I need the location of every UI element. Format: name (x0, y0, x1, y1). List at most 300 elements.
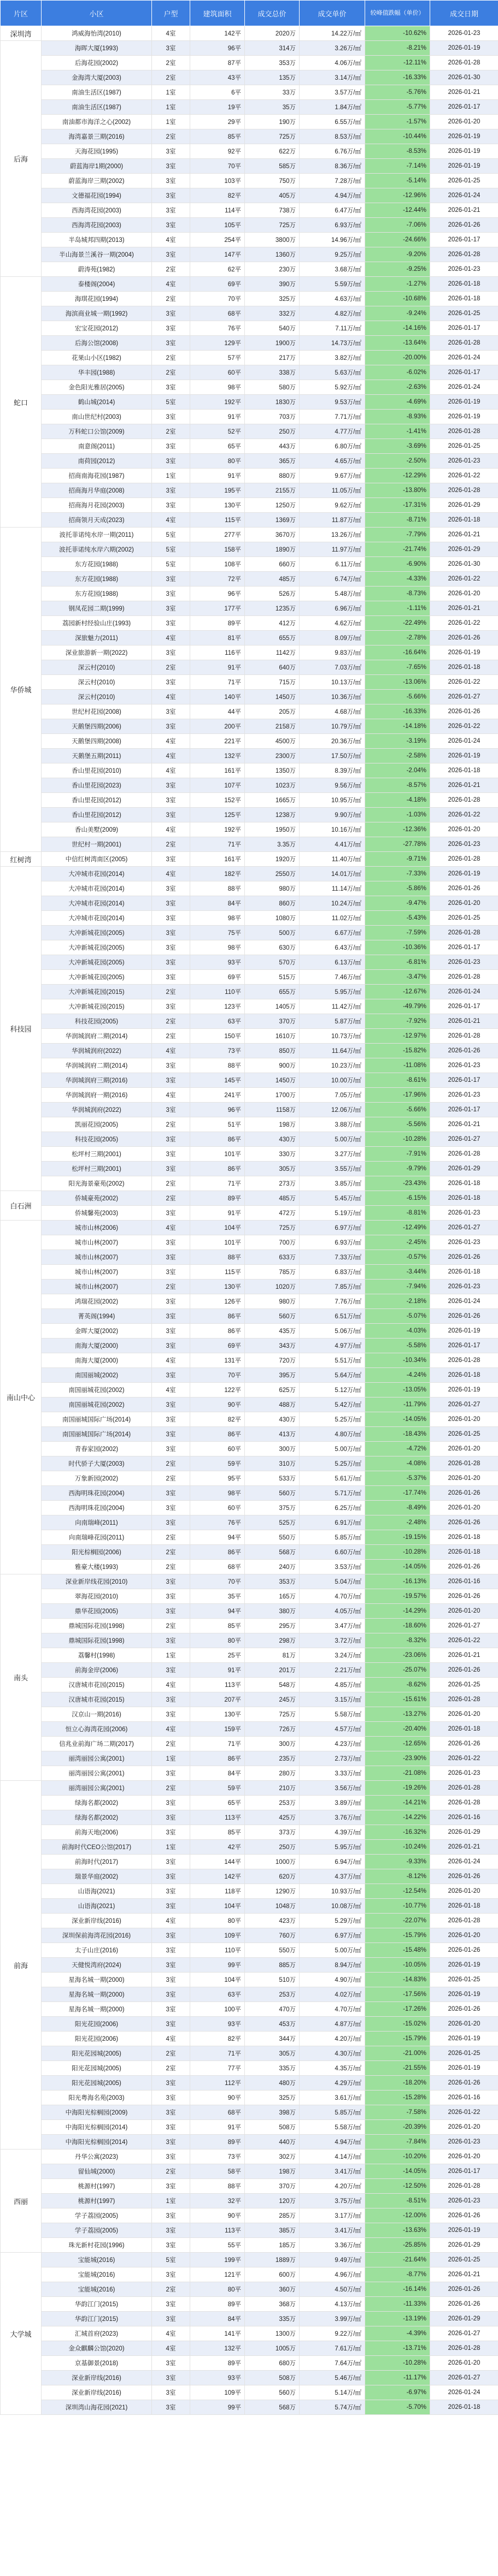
unit-price-cell: 3.85万/㎡ (300, 1176, 365, 1191)
table-row[interactable] (1, 2194, 498, 2208)
community-cell: 汇城首府(2023) (42, 2326, 152, 2341)
table-row[interactable] (1, 1766, 498, 1781)
table-row[interactable] (1, 852, 498, 867)
table-row[interactable] (1, 1633, 498, 1648)
date-cell: 2026-01-27 (430, 1619, 498, 1633)
unit-price-cell: 5.14万/㎡ (300, 2385, 365, 2400)
table-row[interactable] (1, 1560, 498, 1574)
date-cell: 2026-01-26 (430, 2297, 498, 2312)
size-cell: 96平 (190, 587, 245, 601)
table-row[interactable] (1, 528, 498, 542)
table-row[interactable] (1, 2326, 498, 2341)
table-row[interactable] (1, 646, 498, 660)
total-price-cell: 435万 (245, 1324, 300, 1339)
community-cell: 蔚蓝海岸1期(2000) (42, 159, 152, 174)
community-cell: 文德福花园(1994) (42, 188, 152, 203)
unit-price-cell: 4.94万/㎡ (300, 188, 365, 203)
total-price-cell: 1238万 (245, 808, 300, 822)
table-row[interactable] (1, 1044, 498, 1058)
date-cell: 2026-01-19 (430, 1958, 498, 1973)
unit-price-cell: 6.74万/㎡ (300, 572, 365, 587)
header-unit-price[interactable]: 成交单价 (300, 1, 365, 26)
table-row[interactable] (1, 1825, 498, 1840)
table-row[interactable] (1, 1397, 498, 1412)
table-row[interactable] (1, 1781, 498, 1796)
table-row[interactable] (1, 763, 498, 778)
size-cell: 42平 (190, 1840, 245, 1855)
unit-price-cell: 4.87万/㎡ (300, 2017, 365, 2032)
layout-cell: 2室 (152, 351, 190, 365)
table-row[interactable] (1, 1604, 498, 1619)
table-row[interactable] (1, 1987, 498, 2002)
drop-cell: -11.17% (365, 2371, 430, 2385)
table-row[interactable] (1, 2002, 498, 2017)
total-price-cell: 305万 (245, 1162, 300, 1176)
table-row[interactable] (1, 188, 498, 203)
table-row[interactable] (1, 1515, 498, 1530)
table-row[interactable] (1, 2091, 498, 2105)
table-row[interactable] (1, 1442, 498, 1456)
table-row[interactable] (1, 690, 498, 704)
table-row[interactable] (1, 999, 498, 1014)
header-size[interactable]: 建筑面积 (190, 1, 245, 26)
total-price-cell: 425万 (245, 1810, 300, 1825)
layout-cell: 3室 (152, 2017, 190, 2032)
date-cell: 2026-01-25 (430, 1678, 498, 1692)
community-cell: 华丰园(1988) (42, 365, 152, 380)
table-row[interactable] (1, 1103, 498, 1117)
table-row[interactable] (1, 601, 498, 616)
layout-cell: 3室 (152, 2002, 190, 2017)
table-row[interactable] (1, 1530, 498, 1545)
table-row[interactable] (1, 351, 498, 365)
table-row[interactable] (1, 1663, 498, 1678)
table-row[interactable] (1, 2297, 498, 2312)
table-row[interactable] (1, 395, 498, 410)
community-cell: 时代骄子大厦(2003) (42, 1456, 152, 1471)
table-row[interactable] (1, 1884, 498, 1899)
table-row[interactable] (1, 660, 498, 675)
unit-price-cell: 8.36万/㎡ (300, 159, 365, 174)
table-row[interactable] (1, 970, 498, 985)
table-row[interactable] (1, 1014, 498, 1029)
table-row[interactable] (1, 557, 498, 572)
table-row[interactable] (1, 159, 498, 174)
layout-cell: 4室 (152, 734, 190, 749)
layout-cell: 2室 (152, 1781, 190, 1796)
table-row[interactable] (1, 1751, 498, 1766)
table-row[interactable] (1, 1058, 498, 1073)
unit-price-cell: 4.90万/㎡ (300, 1973, 365, 1987)
table-row[interactable] (1, 1339, 498, 1353)
total-price-cell: 430万 (245, 1412, 300, 1427)
table-row[interactable] (1, 1250, 498, 1265)
layout-cell: 3室 (152, 1943, 190, 1958)
table-row[interactable] (1, 56, 498, 70)
drop-cell: -10.68% (365, 292, 430, 306)
table-row[interactable] (1, 1619, 498, 1633)
layout-cell: 2室 (152, 2046, 190, 2061)
table-row[interactable] (1, 985, 498, 999)
date-cell: 2026-01-25 (430, 2046, 498, 2061)
header-total-price[interactable]: 成交总价 (245, 1, 300, 26)
table-row[interactable] (1, 1073, 498, 1088)
total-price-cell: 1290万 (245, 1884, 300, 1899)
table-row[interactable] (1, 778, 498, 793)
date-cell: 2026-01-23 (430, 1766, 498, 1781)
table-row[interactable] (1, 2061, 498, 2076)
size-cell: 82平 (190, 1412, 245, 1427)
table-row[interactable] (1, 867, 498, 881)
table-row[interactable] (1, 1412, 498, 1427)
unit-price-cell: 20.36万/㎡ (300, 734, 365, 749)
table-row[interactable] (1, 2341, 498, 2356)
table-row[interactable] (1, 380, 498, 395)
date-cell: 2026-01-28 (430, 247, 498, 262)
table-row[interactable] (1, 2371, 498, 2385)
total-price-cell: 880万 (245, 469, 300, 483)
table-row[interactable] (1, 2282, 498, 2297)
drop-cell: -5.86% (365, 881, 430, 896)
area-cell: 红树湾 (1, 852, 42, 867)
date-cell: 2026-01-21 (430, 1014, 498, 1029)
table-row[interactable] (1, 940, 498, 955)
table-row[interactable] (1, 70, 498, 85)
table-row[interactable] (1, 1648, 498, 1663)
community-cell: 阳光海景豪苑(2002) (42, 1176, 152, 1191)
table-row[interactable] (1, 793, 498, 808)
table-row[interactable] (1, 587, 498, 601)
table-row[interactable] (1, 277, 498, 292)
table-row[interactable] (1, 1368, 498, 1383)
drop-cell: -4.03% (365, 1324, 430, 1339)
unit-price-cell: 6.94万/㎡ (300, 1855, 365, 1869)
table-row[interactable] (1, 675, 498, 690)
community-cell: 深业旅游新一期(2022) (42, 646, 152, 660)
date-cell: 2026-01-21 (430, 1840, 498, 1855)
table-row[interactable] (1, 2223, 498, 2238)
table-row[interactable] (1, 2105, 498, 2120)
table-row[interactable] (1, 1280, 498, 1294)
header-date[interactable]: 成交日期 (430, 1, 498, 26)
drop-cell: -14.05% (365, 2164, 430, 2179)
layout-cell: 3室 (152, 911, 190, 926)
layout-cell: 4室 (152, 631, 190, 646)
table-row[interactable] (1, 410, 498, 424)
layout-cell: 1室 (152, 1840, 190, 1855)
layout-cell: 3室 (152, 1958, 190, 1973)
table-row[interactable] (1, 2385, 498, 2400)
date-cell: 2026-01-18 (430, 763, 498, 778)
table-row[interactable] (1, 1899, 498, 1914)
table-row[interactable] (1, 2046, 498, 2061)
header-area[interactable]: 片区 (1, 1, 42, 26)
table-row[interactable] (1, 1545, 498, 1560)
table-row[interactable] (1, 483, 498, 498)
table-row[interactable] (1, 2208, 498, 2223)
table-row[interactable] (1, 1088, 498, 1103)
size-cell: 82平 (190, 188, 245, 203)
table-row[interactable] (1, 1456, 498, 1471)
table-row[interactable] (1, 203, 498, 218)
unit-price-cell: 10.23万/㎡ (300, 1058, 365, 1073)
total-price-cell: 850万 (245, 1044, 300, 1058)
community-cell: 西海湾花园(2003) (42, 218, 152, 233)
header-community[interactable]: 小区 (42, 1, 152, 26)
table-row[interactable] (1, 247, 498, 262)
table-row[interactable] (1, 734, 498, 749)
table-row[interactable] (1, 1206, 498, 1221)
layout-cell: 3室 (152, 159, 190, 174)
size-cell: 118平 (190, 1884, 245, 1899)
table-row[interactable] (1, 1855, 498, 1869)
drop-cell: -19.57% (365, 1589, 430, 1604)
table-row[interactable] (1, 542, 498, 557)
table-row[interactable] (1, 1324, 498, 1339)
table-row[interactable] (1, 822, 498, 837)
table-row[interactable] (1, 1147, 498, 1162)
table-row[interactable] (1, 1191, 498, 1206)
table-row[interactable] (1, 513, 498, 528)
community-cell: 瑞景华庭(2002) (42, 1869, 152, 1884)
table-row[interactable] (1, 631, 498, 646)
table-row[interactable] (1, 1486, 498, 1501)
table-row[interactable] (1, 837, 498, 852)
unit-price-cell: 6.93万/㎡ (300, 218, 365, 233)
table-row[interactable] (1, 911, 498, 926)
table-row[interactable] (1, 704, 498, 719)
table-row[interactable] (1, 498, 498, 513)
table-row[interactable] (1, 306, 498, 321)
table-row[interactable] (1, 926, 498, 940)
unit-price-cell: 3.99万/㎡ (300, 2312, 365, 2326)
table-row[interactable] (1, 1221, 498, 1235)
drop-cell: -17.31% (365, 498, 430, 513)
table-row[interactable] (1, 2017, 498, 2032)
layout-cell: 3室 (152, 203, 190, 218)
total-price-cell: 3800万 (245, 233, 300, 247)
table-row[interactable] (1, 424, 498, 439)
size-cell: 158平 (190, 542, 245, 557)
table-row[interactable] (1, 41, 498, 56)
table-row[interactable] (1, 881, 498, 896)
drop-cell: -8.77% (365, 2267, 430, 2282)
table-row[interactable] (1, 174, 498, 188)
table-row[interactable] (1, 1029, 498, 1044)
size-cell: 104平 (190, 1973, 245, 1987)
size-cell: 86平 (190, 1324, 245, 1339)
table-row[interactable] (1, 808, 498, 822)
table-row[interactable] (1, 1928, 498, 1943)
table-row[interactable] (1, 2267, 498, 2282)
header-layout[interactable]: 户型 (152, 1, 190, 26)
table-row[interactable] (1, 1722, 498, 1737)
table-row[interactable] (1, 365, 498, 380)
drop-cell: -5.43% (365, 911, 430, 926)
table-row[interactable] (1, 1117, 498, 1132)
layout-cell: 1室 (152, 100, 190, 115)
table-row[interactable] (1, 218, 498, 233)
table-row[interactable] (1, 1162, 498, 1176)
date-cell: 2026-01-25 (430, 306, 498, 321)
table-row[interactable] (1, 2032, 498, 2046)
layout-cell: 3室 (152, 955, 190, 970)
table-row[interactable] (1, 1427, 498, 1442)
layout-cell: 4室 (152, 690, 190, 704)
table-row[interactable] (1, 719, 498, 734)
table-row[interactable] (1, 1840, 498, 1855)
table-row[interactable] (1, 26, 498, 41)
table-row[interactable] (1, 1943, 498, 1958)
drop-cell: -8.49% (365, 1501, 430, 1515)
layout-cell: 3室 (152, 896, 190, 911)
size-cell: 93平 (190, 2371, 245, 2385)
table-row[interactable] (1, 2400, 498, 2415)
table-row[interactable] (1, 749, 498, 763)
drop-cell: -1.03% (365, 808, 430, 822)
table-row[interactable] (1, 469, 498, 483)
table-row[interactable] (1, 1589, 498, 1604)
unit-price-cell: 4.94万/㎡ (300, 2135, 365, 2149)
layout-cell: 4室 (152, 1678, 190, 1692)
layout-cell: 2室 (152, 1117, 190, 1132)
unit-price-cell: 6.60万/㎡ (300, 1545, 365, 1560)
table-row[interactable] (1, 321, 498, 336)
table-row[interactable] (1, 129, 498, 144)
size-cell: 96平 (190, 41, 245, 56)
unit-price-cell: 7.64万/㎡ (300, 2356, 365, 2371)
drop-cell: -16.14% (365, 2282, 430, 2297)
layout-cell: 3室 (152, 1427, 190, 1442)
drop-cell: -12.00% (365, 2208, 430, 2223)
table-row[interactable] (1, 1958, 498, 1973)
table-row[interactable] (1, 292, 498, 306)
table-row[interactable] (1, 2312, 498, 2326)
date-cell: 2026-01-26 (430, 1589, 498, 1604)
drop-cell: -5.77% (365, 100, 430, 115)
unit-price-cell: 6.43万/㎡ (300, 940, 365, 955)
layout-cell: 3室 (152, 1486, 190, 1501)
table-row[interactable] (1, 1265, 498, 1280)
table-row[interactable] (1, 1309, 498, 1324)
table-row[interactable] (1, 1869, 498, 1884)
table-row[interactable] (1, 2164, 498, 2179)
community-cell: 深圳保前海湾花园(2016) (42, 1928, 152, 1943)
unit-price-cell: 4.20万/㎡ (300, 2179, 365, 2194)
drop-cell: -6.90% (365, 557, 430, 572)
table-row[interactable] (1, 1707, 498, 1722)
table-row[interactable] (1, 1132, 498, 1147)
table-row[interactable] (1, 233, 498, 247)
table-row[interactable] (1, 2120, 498, 2135)
total-price-cell: 443万 (245, 439, 300, 454)
layout-cell: 4室 (152, 867, 190, 881)
table-row[interactable] (1, 454, 498, 469)
table-row[interactable] (1, 2149, 498, 2164)
date-cell: 2026-01-19 (430, 410, 498, 424)
table-row[interactable] (1, 955, 498, 970)
table-row[interactable] (1, 1353, 498, 1368)
table-row[interactable] (1, 1692, 498, 1707)
table-row[interactable] (1, 1810, 498, 1825)
community-cell: 丹华公寓(2023) (42, 2149, 152, 2164)
date-cell: 2026-01-26 (430, 1560, 498, 1574)
table-row[interactable] (1, 1294, 498, 1309)
drop-cell: -8.53% (365, 144, 430, 159)
table-row[interactable] (1, 85, 498, 100)
community-cell: 东方花园(1988) (42, 572, 152, 587)
table-row[interactable] (1, 1383, 498, 1397)
community-cell: 万象新园(2002) (42, 1471, 152, 1486)
drop-cell: -15.48% (365, 1943, 430, 1958)
table-row[interactable] (1, 572, 498, 587)
drop-cell: -4.24% (365, 1368, 430, 1383)
unit-price-cell: 5.00万/㎡ (300, 1442, 365, 1456)
date-cell: 2026-01-18 (430, 1191, 498, 1206)
total-price-cell: 453万 (245, 2017, 300, 2032)
table-row[interactable] (1, 1471, 498, 1486)
drop-cell: -7.59% (365, 926, 430, 940)
date-cell: 2026-01-28 (430, 56, 498, 70)
table-row[interactable] (1, 2253, 498, 2267)
table-row[interactable] (1, 1737, 498, 1751)
total-price-cell: 508万 (245, 2120, 300, 2135)
size-cell: 115平 (190, 513, 245, 528)
table-row[interactable] (1, 2238, 498, 2253)
table-row[interactable] (1, 1235, 498, 1250)
layout-cell: 2室 (152, 2164, 190, 2179)
header-drop[interactable]: 较峰值跌幅（单价） (365, 1, 430, 26)
table-row[interactable] (1, 2076, 498, 2091)
table-row[interactable] (1, 2135, 498, 2149)
size-cell: 32平 (190, 2194, 245, 2208)
table-row[interactable] (1, 1914, 498, 1928)
table-row[interactable] (1, 1574, 498, 1589)
table-row[interactable] (1, 1678, 498, 1692)
total-price-cell: 250万 (245, 1840, 300, 1855)
table-row[interactable] (1, 896, 498, 911)
drop-cell: -8.71% (365, 513, 430, 528)
date-cell: 2026-01-28 (430, 1796, 498, 1810)
table-row[interactable] (1, 144, 498, 159)
layout-cell: 3室 (152, 2149, 190, 2164)
layout-cell: 3室 (152, 601, 190, 616)
table-row[interactable] (1, 100, 498, 115)
date-cell: 2026-01-19 (430, 867, 498, 881)
table-row[interactable] (1, 1501, 498, 1515)
table-row[interactable] (1, 336, 498, 351)
table-row[interactable] (1, 2179, 498, 2194)
table-row[interactable] (1, 2356, 498, 2371)
community-cell: 蔚涛苑(1982) (42, 262, 152, 277)
table-row[interactable] (1, 616, 498, 631)
community-cell: 科技花园(2005) (42, 1132, 152, 1147)
unit-price-cell: 6.96万/㎡ (300, 601, 365, 616)
layout-cell: 3室 (152, 881, 190, 896)
table-row[interactable] (1, 439, 498, 454)
table-row[interactable] (1, 1176, 498, 1191)
total-price-cell: 680万 (245, 2356, 300, 2371)
table-row[interactable] (1, 262, 498, 277)
drop-cell: -17.56% (365, 1987, 430, 2002)
unit-price-cell: 6.91万/㎡ (300, 1515, 365, 1530)
table-row[interactable] (1, 1973, 498, 1987)
table-row[interactable] (1, 1796, 498, 1810)
size-cell: 113平 (190, 2223, 245, 2238)
table-row[interactable] (1, 115, 498, 129)
date-cell: 2026-01-26 (430, 631, 498, 646)
community-cell: 大冲城市花园(2014) (42, 881, 152, 896)
